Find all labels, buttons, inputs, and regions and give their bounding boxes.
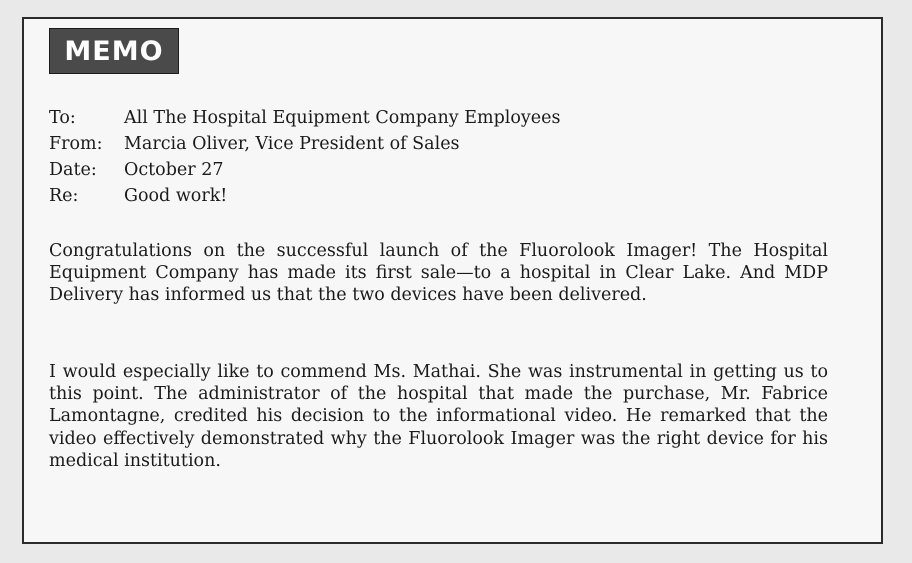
from-label: From:	[49, 134, 103, 154]
memo-paragraph-1: Congratulations on the successful launch of the Fluorolook Imager! The Hospital Equipment Company has made its first sale—to a hospital in Clear Lake. And MDP Delivery has informed us that the two devices have been delivered.	[49, 241, 828, 306]
memo-header-date	[49, 157, 560, 183]
memo-header-from	[49, 131, 560, 157]
memo-header-to	[49, 105, 560, 131]
memo-paragraph-2: I would especially like to commend Ms. Mathai. She was instrumental in getting us to this point. The administrator of the hospital that made the purchase, Mr. Fabrice Lamontagne, credited his decision to the informational video. He remarked that the video effectively demonstrated why the Fluorolook Imager was the right device for his medical institution.	[49, 362, 828, 471]
date-value: October 27	[124, 160, 224, 180]
memo-badge	[49, 28, 179, 74]
memo-badge-label: MEMO	[64, 35, 164, 67]
re-value: Good work!	[124, 186, 228, 206]
memo-header	[49, 105, 560, 209]
to-value: All The Hospital Equipment Company Employees	[124, 108, 561, 128]
memo-header-re	[49, 183, 560, 209]
from-value: Marcia Oliver, Vice President of Sales	[124, 134, 460, 154]
date-label: Date:	[49, 160, 97, 180]
re-label: Re:	[49, 186, 79, 206]
to-label: To:	[49, 108, 76, 128]
